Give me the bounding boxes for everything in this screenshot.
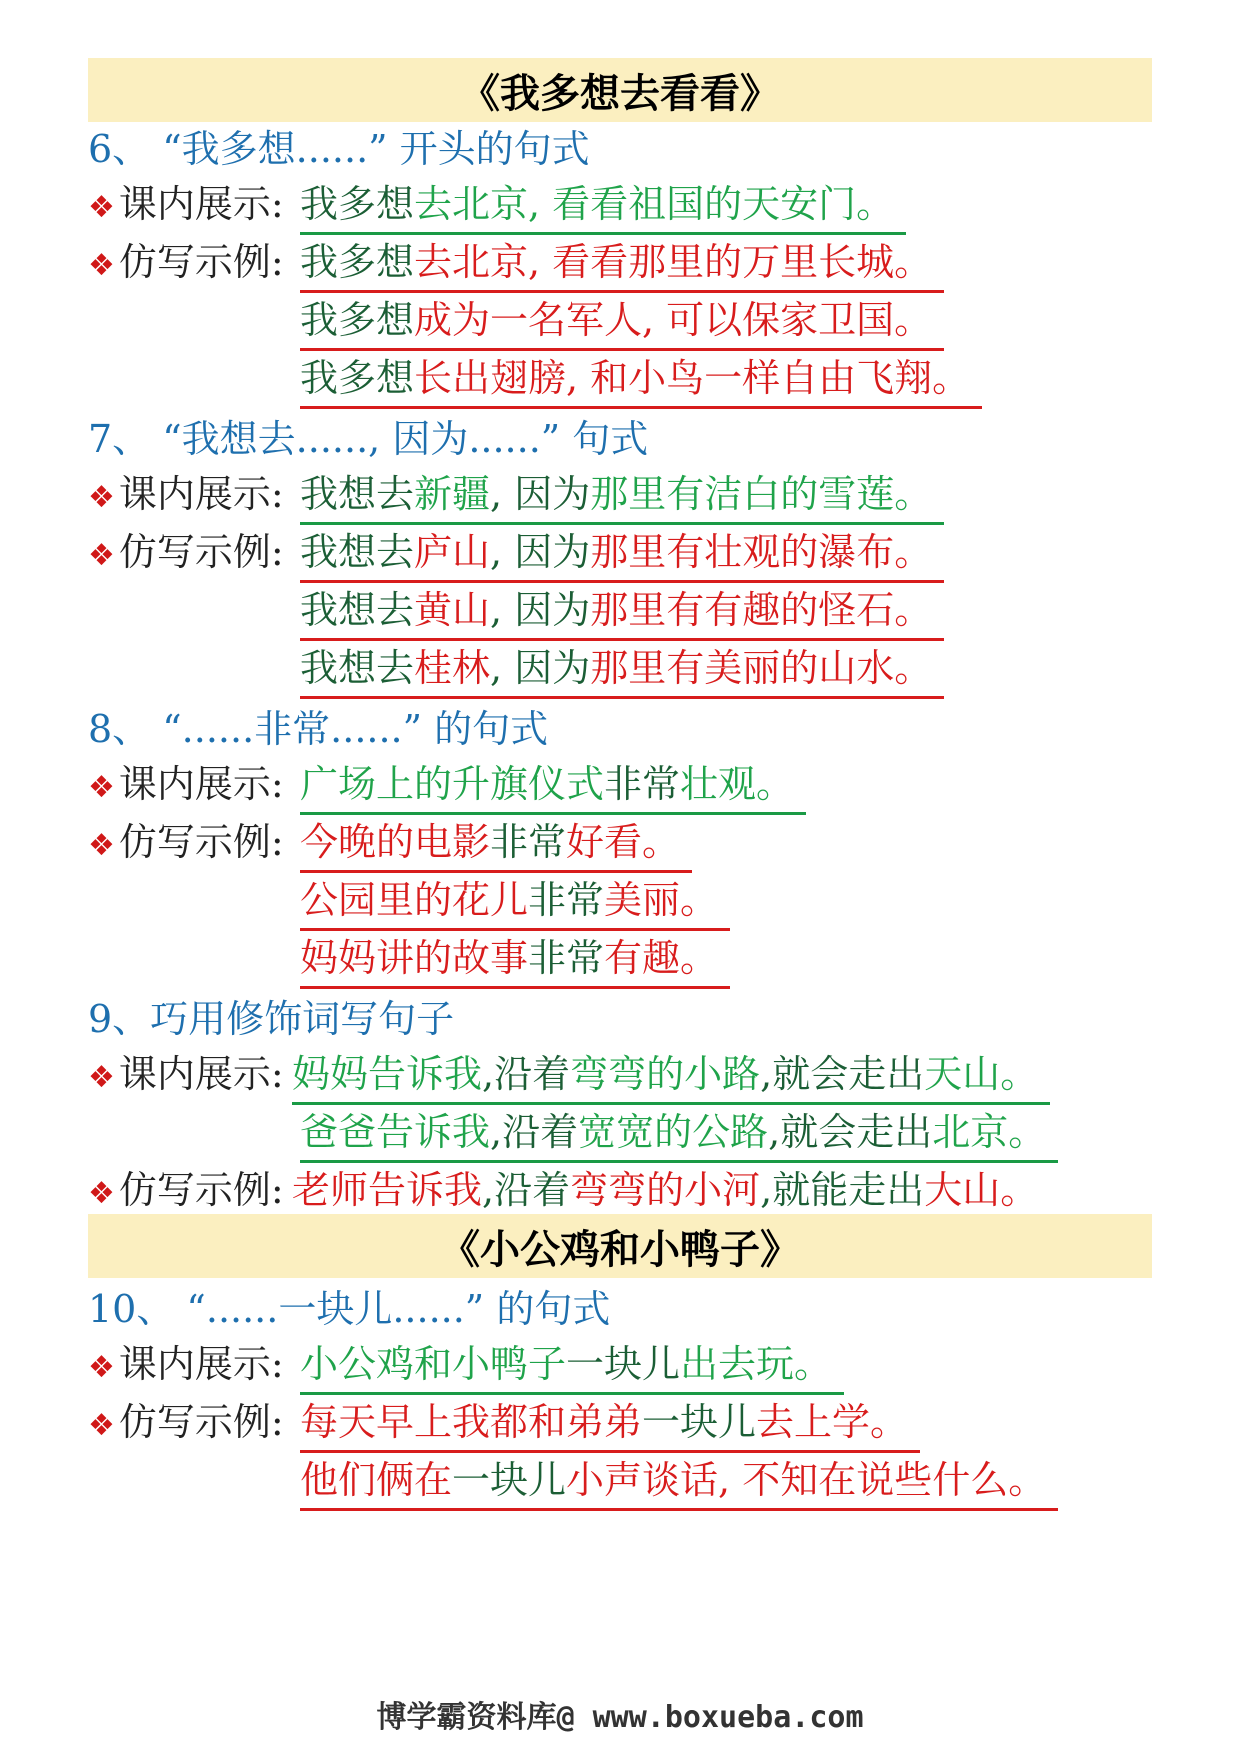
example-sentence	[300, 756, 806, 815]
label-text: 课内展示:	[118, 762, 284, 806]
sentence-fragment: 非常	[528, 936, 605, 980]
sentence-fragment: 我多想	[300, 356, 415, 400]
inclass-example-row	[88, 1336, 1228, 1400]
diamond-bullet-icon: ❖	[88, 828, 115, 863]
sentence-fragment: ,就会走出	[768, 1110, 933, 1154]
example-sentence	[300, 582, 944, 641]
label-text: 课内展示:	[118, 472, 284, 516]
example-sentence	[292, 1046, 1050, 1105]
sentence-fragment: 非常	[490, 820, 567, 864]
sentence-fragment: 壮观。	[680, 762, 795, 806]
imitate-label	[88, 524, 284, 584]
sentence-fragment: 去北京, 看看祖国的天安门。	[414, 182, 895, 226]
sentence-fragment: 那里有有趣的怪石。	[590, 588, 933, 632]
sentence-fragment: 我想去	[300, 588, 415, 632]
sentence-fragment: 宽宽的公路	[578, 1110, 769, 1154]
label-text: 仿写示例:	[118, 1400, 284, 1444]
sentence-fragment: 大山。	[924, 1168, 1039, 1212]
sentence-fragment: 一块儿	[566, 1342, 681, 1386]
imitation-example-row	[88, 640, 1228, 704]
label-text: 仿写示例:	[118, 240, 284, 284]
diamond-bullet-icon: ❖	[88, 480, 115, 515]
sentence-fragment: 我想去	[300, 530, 415, 574]
sentence-fragment: 每天早上我都和弟弟	[300, 1400, 643, 1444]
example-sentence	[300, 814, 692, 873]
imitation-example-row	[88, 582, 1228, 646]
section-heading: 7、 “我想去......, 因为......” 句式	[88, 417, 649, 461]
sentence-fragment: 庐山	[414, 530, 491, 574]
sentence-fragment: 妈妈讲的故事	[300, 936, 529, 980]
sentence-fragment: 那里有壮观的瀑布。	[590, 530, 933, 574]
sentence-fragment: 弯弯的小路	[570, 1052, 761, 1096]
example-sentence	[300, 176, 906, 235]
imitation-example-row	[88, 814, 1228, 878]
sentence-fragment: 我想去	[300, 646, 415, 690]
inclass-label	[88, 756, 284, 816]
sentence-fragment: 去上学。	[756, 1400, 909, 1444]
example-sentence	[300, 1452, 1058, 1511]
inclass-label	[88, 1046, 284, 1106]
sentence-fragment: 我多想	[300, 182, 415, 226]
example-sentence	[300, 466, 944, 525]
example-sentence	[300, 524, 944, 583]
sentence-fragment: 弯弯的小河	[570, 1168, 761, 1212]
sentence-fragment: 我多想	[300, 240, 415, 284]
sentence-fragment: , 因为	[490, 588, 591, 632]
label-text: 课内展示:	[118, 1052, 284, 1096]
diamond-bullet-icon: ❖	[88, 248, 115, 283]
sentence-fragment: 爸爸告诉我	[300, 1110, 491, 1154]
sentence-fragment: 美丽。	[604, 878, 719, 922]
inclass-example-row	[88, 176, 1228, 240]
diamond-bullet-icon: ❖	[88, 770, 115, 805]
example-sentence	[300, 930, 730, 989]
example-sentence	[300, 872, 730, 931]
sentence-fragment: 那里有洁白的雪莲。	[590, 472, 933, 516]
imitation-example-row	[88, 524, 1228, 588]
example-sentence	[300, 640, 944, 699]
imitate-label	[88, 234, 284, 294]
lesson-banner-1	[88, 58, 1152, 122]
section-heading: 8、 “......非常......” 的句式	[88, 707, 549, 751]
section-heading: 9、巧用修饰词写句子	[88, 997, 455, 1041]
example-sentence	[300, 1336, 844, 1395]
sentence-fragment: 去北京, 看看那里的万里长城。	[414, 240, 933, 284]
label-text: 仿写示例:	[118, 530, 284, 574]
footer-watermark: 博学霸资料库@ www.boxueba.com	[376, 1700, 864, 1735]
sentence-fragment: 黄山	[414, 588, 491, 632]
sentence-fragment: 妈妈告诉我	[292, 1052, 483, 1096]
imitate-label	[88, 814, 284, 874]
label-text: 仿写示例:	[118, 1168, 284, 1212]
imitation-example-row	[88, 292, 1228, 356]
sentence-fragment: ,沿着	[482, 1168, 571, 1212]
example-sentence	[300, 1394, 920, 1453]
section-heading: 6、 “我多想......” 开头的句式	[88, 127, 590, 171]
diamond-bullet-icon: ❖	[88, 1350, 115, 1385]
label-text: 仿写示例:	[118, 820, 284, 864]
diamond-bullet-icon: ❖	[88, 190, 115, 225]
sentence-fragment: 好看。	[566, 820, 681, 864]
example-sentence	[292, 1162, 1050, 1221]
sentence-fragment: 出去玩。	[680, 1342, 833, 1386]
sentence-fragment: 非常	[604, 762, 681, 806]
imitate-label	[88, 1162, 284, 1222]
sentence-fragment: 他们俩在	[300, 1458, 453, 1502]
example-sentence	[300, 350, 982, 409]
sentence-fragment: ,就会走出	[760, 1052, 925, 1096]
sentence-fragment: ,沿着	[490, 1110, 579, 1154]
inclass-label	[88, 176, 284, 236]
sentence-fragment: ,沿着	[482, 1052, 571, 1096]
imitation-example-row	[88, 234, 1228, 298]
sentence-fragment: 我多想	[300, 298, 415, 342]
inclass-example-row	[88, 1104, 1228, 1168]
diamond-bullet-icon: ❖	[88, 1408, 115, 1443]
sentence-fragment: 天山。	[924, 1052, 1039, 1096]
inclass-example-row	[88, 756, 1228, 820]
sentence-fragment: , 因为	[490, 530, 591, 574]
sentence-fragment: 小公鸡和小鸭子	[300, 1342, 567, 1386]
sentence-fragment: 公园里的花儿	[300, 878, 529, 922]
inclass-example-row	[88, 1046, 1228, 1110]
sentence-fragment: 长出翅膀, 和小鸟一样自由飞翔。	[414, 356, 971, 400]
sentence-fragment: 桂林	[414, 646, 491, 690]
sentence-fragment: , 因为	[490, 472, 591, 516]
lesson-title: 《我多想去看看》	[460, 69, 780, 117]
label-text: 课内展示:	[118, 182, 284, 226]
sentence-fragment: 新疆	[414, 472, 491, 516]
diamond-bullet-icon: ❖	[88, 538, 115, 573]
example-sentence	[300, 1104, 1058, 1163]
sentence-fragment: 那里有美丽的山水。	[590, 646, 933, 690]
inclass-label	[88, 466, 284, 526]
diamond-bullet-icon: ❖	[88, 1060, 115, 1095]
sentence-fragment: 老师告诉我	[292, 1168, 483, 1212]
diamond-bullet-icon: ❖	[88, 1176, 115, 1211]
lesson-title: 《小公鸡和小鸭子》	[440, 1225, 800, 1273]
example-sentence	[300, 292, 944, 351]
sentence-fragment: 非常	[528, 878, 605, 922]
imitation-example-row	[88, 1394, 1228, 1458]
sentence-fragment: , 因为	[490, 646, 591, 690]
imitation-example-row	[88, 1452, 1228, 1516]
example-sentence	[300, 234, 944, 293]
imitate-label	[88, 1394, 284, 1454]
label-text: 课内展示:	[118, 1342, 284, 1386]
section-heading: 10、 “......一块儿......” 的句式	[88, 1287, 611, 1331]
sentence-fragment: 一块儿	[642, 1400, 757, 1444]
inclass-example-row	[88, 466, 1228, 530]
lesson-banner-2	[88, 1214, 1152, 1278]
sentence-fragment: 今晚的电影	[300, 820, 491, 864]
sentence-fragment: 我想去	[300, 472, 415, 516]
sentence-fragment: 北京。	[932, 1110, 1047, 1154]
sentence-fragment: 一块儿	[452, 1458, 567, 1502]
imitation-example-row	[88, 350, 1228, 414]
imitation-example-row	[88, 872, 1228, 936]
imitation-example-row	[88, 930, 1228, 994]
sentence-fragment: 广场上的升旗仪式	[300, 762, 605, 806]
sentence-fragment: ,就能走出	[760, 1168, 925, 1212]
sentence-fragment: 有趣。	[604, 936, 719, 980]
inclass-label	[88, 1336, 284, 1396]
sentence-fragment: 成为一名军人, 可以保家卫国。	[414, 298, 933, 342]
sentence-fragment: 小声谈话, 不知在说些什么。	[566, 1458, 1047, 1502]
